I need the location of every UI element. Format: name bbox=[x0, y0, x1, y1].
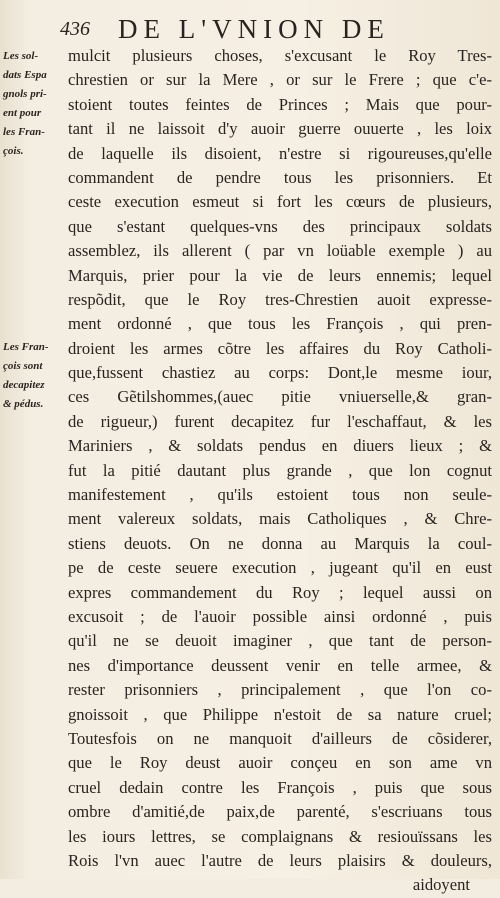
text-line: de laquelle ils disoient, n'estre si rigoureuses,qu'elle bbox=[68, 143, 492, 163]
margin-note-line: & pédus. bbox=[3, 398, 44, 410]
catchword: aidoyent bbox=[412, 875, 470, 895]
text-line: assemblez, ils allerent ( par vn loüable exemple ) au bbox=[68, 241, 492, 261]
margin-note-line: ent pour bbox=[3, 107, 42, 119]
text-line: nes d'importance deussent venir en telle armee, & bbox=[68, 655, 492, 675]
text-line: ment valereux soldats, mais Catholiques , & Chre- bbox=[68, 509, 492, 529]
text-line: les iours lettres, se complaignans & resiouïssans les bbox=[68, 826, 492, 846]
text-line: Mariniers , & soldats pendus en diuers lieux ; & bbox=[68, 436, 492, 456]
margin-note-line: çois. bbox=[3, 145, 24, 157]
margin-note-line: Les Fran- bbox=[3, 341, 49, 353]
text-line: commandent de pendre tous les prisonniers. Et bbox=[68, 167, 492, 187]
text-line: manifestement , qu'ils estoient tous non seule- bbox=[68, 485, 492, 505]
text-line: mulcit plusieurs choses, s'excusant le Roy Tres- bbox=[68, 46, 492, 65]
text-line: stoient toutes feintes de Princes ; Mais que pour- bbox=[68, 94, 492, 114]
text-line: ment ordonné , que tous les François , qui pren- bbox=[68, 314, 492, 334]
text-line: Rois l'vn auec l'autre de leurs plaisirs & douleurs, bbox=[68, 850, 492, 870]
margin-note-line: çois sont bbox=[3, 360, 43, 372]
text-line: Toutesfois on ne manquoit d'ailleurs de cõsiderer, bbox=[68, 728, 492, 748]
text-line: qu'il ne se deuoit imaginer , que tant de person- bbox=[68, 631, 492, 651]
text-line: de rigueur,) furent decapitez fur l'eschaffaut, & les bbox=[68, 411, 492, 431]
text-line: que,fussent chastiez au corps: Dont,le mesme iour, bbox=[68, 363, 492, 383]
text-line: que s'estant quelques-vns des principaux soldats bbox=[68, 216, 492, 236]
text-line: respõdit, que le Roy tres-Chrestien auoit expresse- bbox=[68, 289, 492, 309]
margin-note-line: gnols pri- bbox=[3, 88, 47, 100]
text-line: ceste execution esmeut si fort les cœurs de plusieurs, bbox=[68, 192, 492, 212]
text-line: ces Gẽtilshommes,(auec pitie vniuerselle,& gran- bbox=[68, 387, 492, 407]
margin-note-soldiers bbox=[3, 47, 69, 161]
margin-note-french bbox=[3, 338, 69, 414]
text-line: gnoissoit , que Philippe n'estoit de sa nature cruel; bbox=[68, 704, 492, 724]
margin-note-line: decapitez bbox=[3, 379, 45, 391]
text-line: cruel dedain contre les François , puis que sous bbox=[68, 777, 492, 797]
text-line: expres commandement du Roy ; lequel aussi on bbox=[68, 582, 492, 602]
text-line: tant il ne laissoit d'y auoir guerre ouuerte , les loix bbox=[68, 119, 492, 139]
margin-note-line: dats Espa bbox=[3, 69, 47, 81]
text-line: rester prisonniers , principalement , que l'on co- bbox=[68, 680, 492, 700]
text-line: Marquis, prier pour la vie de leurs ennemis; lequel bbox=[68, 265, 492, 285]
text-line: pe de ceste seuere execution , jugeant qu'il en eust bbox=[68, 558, 492, 578]
body-text bbox=[68, 44, 492, 898]
page-header bbox=[0, 12, 500, 46]
text-line: fut la pitié dautant plus grande , que lon cognut bbox=[68, 460, 492, 480]
page-number: 436 bbox=[60, 18, 90, 40]
text-line: stiens deuots. On ne donna au Marquis la coul- bbox=[68, 533, 492, 553]
text-line: que le Roy deust auoir conçeu en son ame vn bbox=[68, 753, 492, 773]
running-head: DE L'VNION DE bbox=[118, 14, 390, 44]
margin-note-line: Les sol- bbox=[3, 50, 39, 62]
margin-note-line: les Fran- bbox=[3, 126, 45, 138]
text-line: chrestien or sur la Mere , or sur le Frere ; que c'e- bbox=[68, 70, 492, 90]
text-line: ombre d'amitié,de paix,de parenté, s'escriuans tous bbox=[68, 802, 492, 822]
text-line: excusoit ; de l'auoir possible ainsi ordonné , puis bbox=[68, 606, 492, 626]
text-line: droient les armes cõtre les affaires du Roy Catholi- bbox=[68, 338, 492, 358]
